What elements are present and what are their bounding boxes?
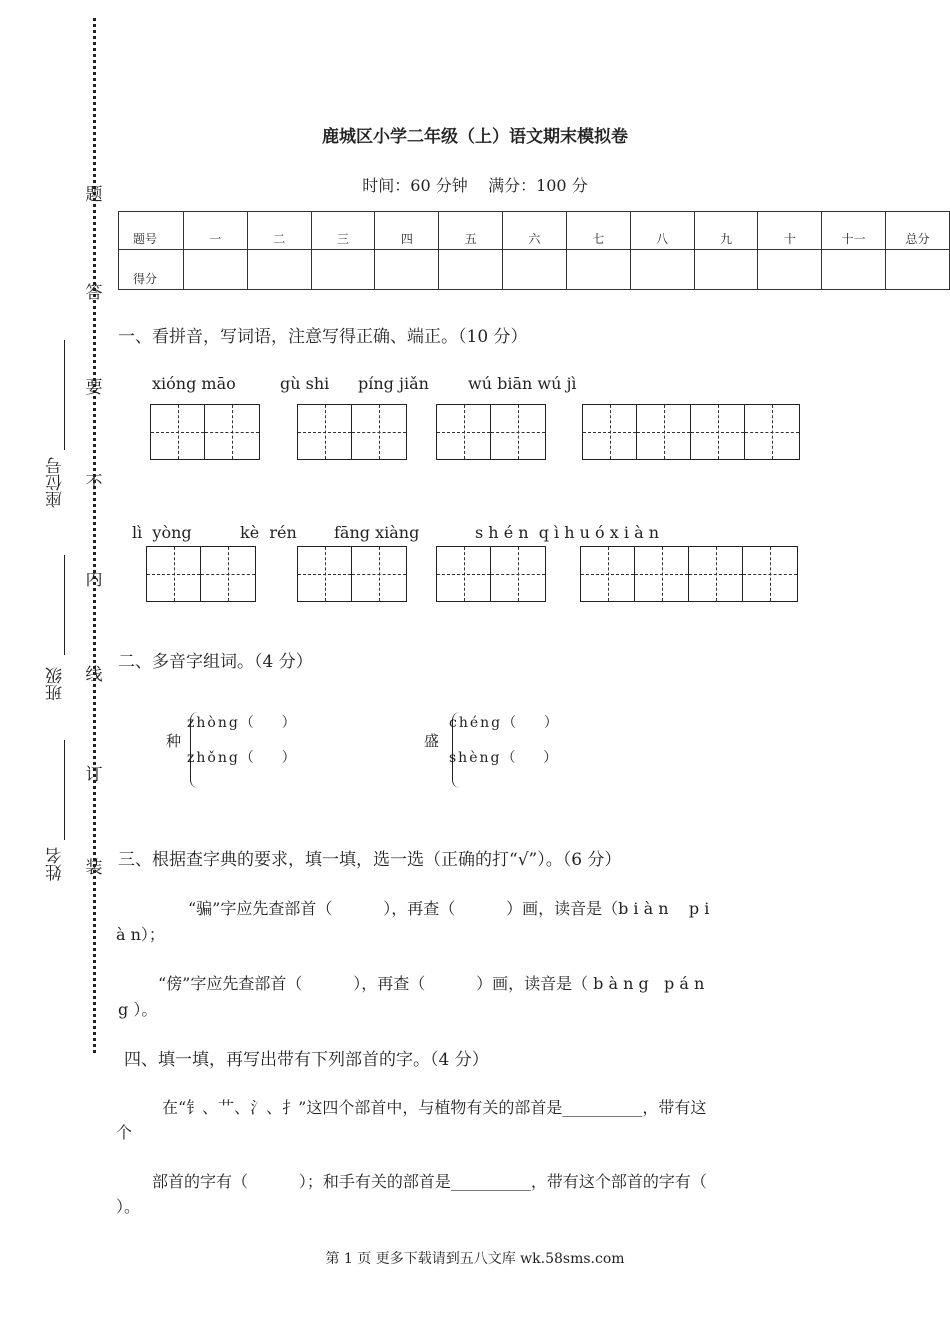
reading-blank[interactable]: chéng（ ） [449, 715, 560, 731]
q3-heading: 三、根据查字典的要求，填一填，选一选（正确的打“√”）。（6 分） [118, 850, 622, 870]
binding-char: 要 [85, 378, 103, 398]
q4-line-1-cont: 个 [116, 1123, 133, 1142]
reading-blank[interactable]: shèng（ ） [449, 750, 560, 766]
score-cell[interactable] [439, 250, 503, 290]
writing-grid[interactable] [436, 404, 546, 460]
pinyin: lì yòng [132, 523, 192, 542]
q3-item-2[interactable]: “傍”字应先查部首（ ），再查（ ）画，读音是（ b à n g p á n [158, 974, 705, 993]
writing-cell[interactable] [298, 405, 352, 459]
score-cell[interactable] [503, 250, 567, 290]
score-cell[interactable] [694, 250, 758, 290]
seat-label: 座位号 [46, 457, 66, 509]
score-header-row [119, 212, 950, 250]
q2-heading: 二、多音字组词。（4 分） [118, 652, 313, 672]
score-header-cell: 总分 [886, 212, 950, 250]
pinyin: s h é n q ì h u ó x i à n [475, 523, 659, 542]
q1-heading: 一、看拼音，写词语，注意写得正确、端正。（10 分） [118, 327, 528, 347]
score-header-cell: 八 [630, 212, 694, 250]
score-header-cell: 一 [183, 212, 247, 250]
score-cell[interactable] [247, 250, 311, 290]
pinyin: xióng māo [152, 374, 236, 393]
writing-cell[interactable] [745, 405, 799, 459]
q4-line-2[interactable]: 部首的字有（ ）；和手有关的部首是__________，带有这个部首的字有（ [152, 1172, 707, 1191]
reading-blank[interactable]: zhòng（ ） [187, 715, 298, 731]
reading-blank[interactable]: zhǒng（ ） [187, 750, 298, 766]
score-header-cell: 十一 [822, 212, 886, 250]
score-cell[interactable] [630, 250, 694, 290]
class-underline [64, 555, 65, 655]
exam-info: 时间：60 分钟 满分：100 分 [362, 176, 588, 195]
pinyin: wú biān wú jì [468, 374, 577, 393]
score-header-cell: 题号 [119, 212, 184, 250]
writing-cell[interactable] [491, 405, 545, 459]
writing-cell[interactable] [151, 405, 205, 459]
writing-grid[interactable] [580, 546, 798, 602]
score-row-label: 得分 [119, 250, 184, 290]
writing-grid[interactable] [436, 546, 546, 602]
q3-item-1[interactable]: “骗”字应先查部首（ ），再查（ ）画，读音是（b i à n p i [188, 899, 710, 918]
score-table [118, 211, 950, 290]
name-underline [64, 740, 65, 840]
writing-cell[interactable] [583, 405, 637, 459]
score-cell[interactable] [822, 250, 886, 290]
writing-cell[interactable] [743, 547, 797, 601]
score-cell[interactable] [375, 250, 439, 290]
q4-line-1[interactable]: 在“钅、艹、氵、扌”这四个部首中，与植物有关的部首是__________，带有这 [162, 1098, 707, 1117]
binding-char: 线 [85, 665, 103, 685]
writing-cell[interactable] [635, 547, 689, 601]
score-cell[interactable] [311, 250, 375, 290]
score-header-cell: 五 [439, 212, 503, 250]
pinyin: fāng xiàng [334, 523, 420, 542]
score-value-row [119, 250, 950, 290]
binding-char: 题 [85, 185, 103, 205]
writing-grid[interactable] [582, 404, 800, 460]
page-title: 鹿城区小学二年级（上）语文期末模拟卷 [322, 127, 628, 147]
writing-cell[interactable] [437, 547, 491, 601]
q3-item-2-cont: g ）。 [118, 1000, 158, 1019]
writing-grid[interactable] [146, 546, 256, 602]
score-header-cell: 十 [758, 212, 822, 250]
writing-cell[interactable] [637, 405, 691, 459]
score-header-cell: 九 [694, 212, 758, 250]
pinyin: gù shi [280, 374, 330, 393]
binding-char: 不 [85, 473, 103, 493]
writing-cell[interactable] [437, 405, 491, 459]
score-cell[interactable] [758, 250, 822, 290]
score-header-cell: 七 [566, 212, 630, 250]
q3-item-1-cont: à n）； [116, 925, 165, 944]
writing-grid[interactable] [297, 546, 407, 602]
writing-cell[interactable] [691, 405, 745, 459]
q4-heading: 四、填一填，再写出带有下列部首的字。（4 分） [124, 1050, 489, 1070]
writing-grid[interactable] [150, 404, 260, 460]
polyphone-char: 种 [166, 732, 182, 750]
writing-cell[interactable] [352, 405, 406, 459]
score-header-cell: 四 [375, 212, 439, 250]
writing-cell[interactable] [201, 547, 255, 601]
writing-cell[interactable] [581, 547, 635, 601]
score-cell[interactable] [886, 250, 950, 290]
writing-cell[interactable] [491, 547, 545, 601]
writing-grid[interactable] [297, 404, 407, 460]
class-label: 班级 [46, 667, 66, 701]
score-cell[interactable] [183, 250, 247, 290]
writing-cell[interactable] [205, 405, 259, 459]
writing-cell[interactable] [298, 547, 352, 601]
writing-cell[interactable] [689, 547, 743, 601]
score-cell[interactable] [566, 250, 630, 290]
score-header-cell: 三 [311, 212, 375, 250]
seat-underline [64, 340, 65, 450]
pinyin: kè rén [240, 523, 297, 542]
page-footer: 第 1 页 更多下载请到五八文库 wk.58sms.com [325, 1251, 625, 1267]
polyphone-char: 盛 [424, 732, 440, 750]
name-label: 姓名 [46, 847, 66, 881]
score-header-cell: 二 [247, 212, 311, 250]
writing-cell[interactable] [352, 547, 406, 601]
score-header-cell: 六 [503, 212, 567, 250]
binding-char: 答 [85, 283, 103, 303]
pinyin: píng jiǎn [358, 374, 429, 393]
binding-char: 装 [85, 858, 103, 878]
binding-char: 内 [85, 570, 103, 590]
binding-char: 订 [85, 765, 103, 785]
q4-line-2-cont: ）。 [116, 1197, 141, 1216]
writing-cell[interactable] [147, 547, 201, 601]
